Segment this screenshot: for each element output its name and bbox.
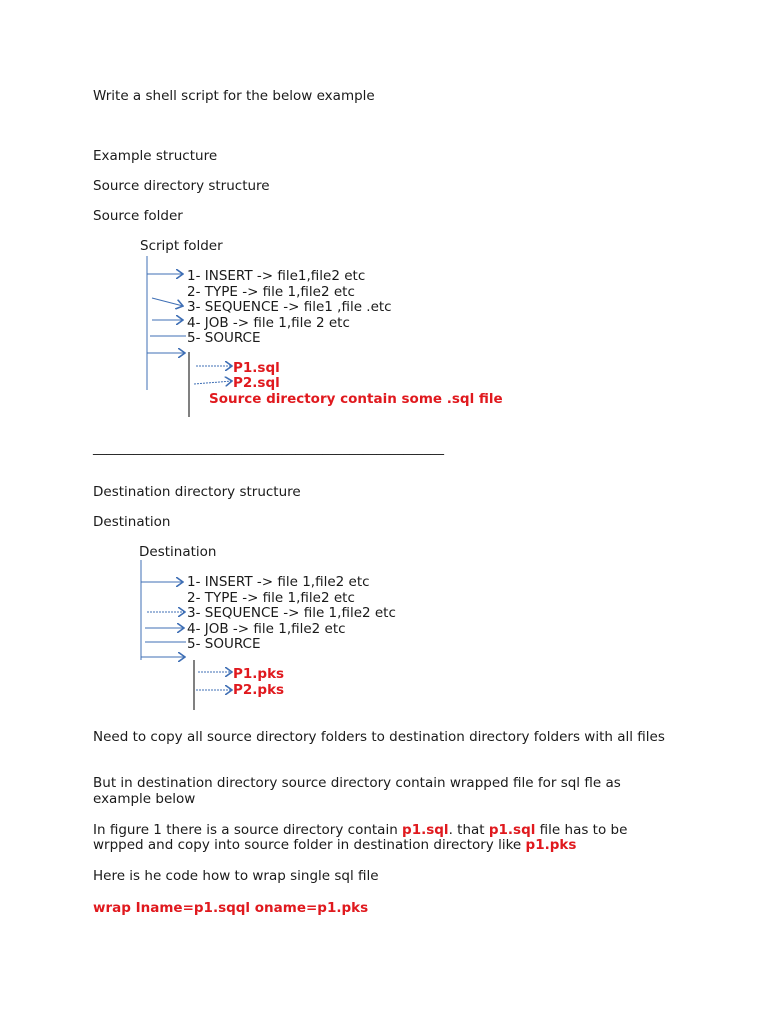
source-root: Source folder bbox=[93, 208, 183, 224]
source-item: 4- JOB -> file 1,file 2 etc bbox=[187, 315, 350, 331]
paragraph-code-intro: Here is he code how to wrap single sql file bbox=[93, 868, 379, 884]
highlight-filename: p1.sql bbox=[402, 822, 449, 838]
destination-heading: Destination directory structure bbox=[93, 484, 301, 500]
source-item: 5- SOURCE bbox=[187, 330, 261, 346]
paragraph-wrapped: But in destination directory source directory contain wrapped file for sql fle as example below bbox=[93, 775, 621, 807]
source-note: Source directory contain some .sql file bbox=[209, 391, 503, 407]
destination-item: 1- INSERT -> file 1,file2 etc bbox=[187, 574, 370, 590]
source-item: 1- INSERT -> file1,file2 etc bbox=[187, 268, 366, 284]
destination-item: 3- SEQUENCE -> file 1,file2 etc bbox=[187, 605, 396, 621]
intro-text: Write a shell script for the below example bbox=[93, 88, 375, 104]
highlight-filename: p1.pks bbox=[525, 837, 577, 853]
destination-sub-folder: Destination bbox=[139, 544, 217, 560]
highlight-filename: p1.sql bbox=[488, 822, 536, 838]
destination-file: P2.pks bbox=[233, 682, 285, 698]
source-file: P1.sql bbox=[233, 360, 280, 376]
source-sub-folder: Script folder bbox=[140, 238, 223, 254]
paragraph-figure-line1 bbox=[93, 822, 627, 838]
destination-item: 4- JOB -> file 1,file2 etc bbox=[187, 621, 346, 637]
destination-root: Destination bbox=[93, 514, 171, 530]
text-span: file has to be bbox=[535, 822, 628, 838]
paragraph-copy: Need to copy all source directory folders to destination directory folders with all files bbox=[93, 729, 665, 745]
wrap-command: wrap Iname=p1.sqql oname=p1.pks bbox=[93, 900, 369, 916]
destination-item: 5- SOURCE bbox=[187, 636, 261, 652]
example-structure-label: Example structure bbox=[93, 148, 218, 164]
destination-item: 2- TYPE -> file 1,file2 etc bbox=[187, 590, 355, 606]
text-span: wrpped and copy into source folder in destination directory like bbox=[93, 837, 526, 853]
text-span: In figure 1 there is a source directory contain bbox=[93, 822, 403, 838]
source-item: 3- SEQUENCE -> file1 ,file .etc bbox=[187, 299, 392, 315]
source-file: P2.sql bbox=[233, 375, 280, 391]
paragraph-figure-line2 bbox=[93, 837, 576, 853]
separator-line: ____________________________________________________ bbox=[93, 440, 444, 456]
source-item: 2- TYPE -> file 1,file2 etc bbox=[187, 284, 355, 300]
text-span: . that bbox=[448, 822, 489, 838]
source-heading: Source directory structure bbox=[93, 178, 270, 194]
destination-file: P1.pks bbox=[233, 666, 285, 682]
